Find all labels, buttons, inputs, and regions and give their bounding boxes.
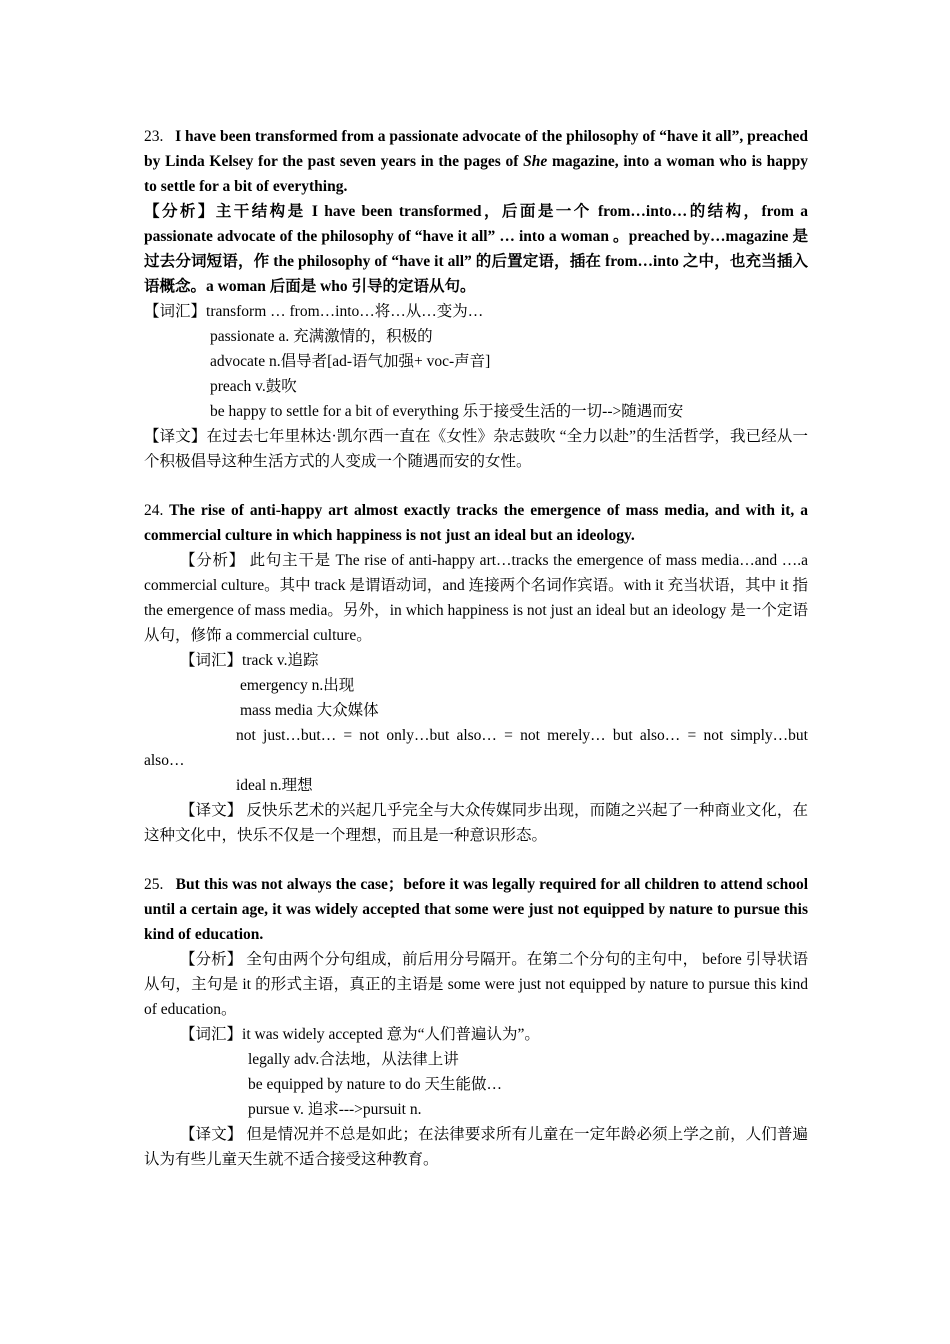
item-23 xyxy=(144,124,808,474)
vocab-line: not just…but… = not only…but also… = not merely… but also… = not simply…but also… xyxy=(144,727,808,769)
vocab-line: be equipped by nature to do 天生能做… xyxy=(248,1076,502,1093)
vocab-line: pursue v. 追求--->pursuit n. xyxy=(248,1101,422,1118)
item-25-translation: 【译文】 但是情况并不总是如此；在法律要求所有儿童在一定年龄必须上学之前，人们普遍认为有些儿童天生就不适合接受这种教育。 xyxy=(144,1126,808,1168)
item-23-translation: 【译文】在过去七年里林达·凯尔西一直在《女性》杂志鼓吹 “全力以赴”的生活哲学，我已经从一个积极倡导这种生活方式的人变成一个随遇而安的女性。 xyxy=(144,428,808,470)
item-23-analysis: 【分析】主干结构是 I have been transformed，后面是一个 from…into…的结构，from a passionate advocate of the philosophy of “have it all” … into a woman 。preached by…magazine 是过去分词短语，作 the philosophy of “have it all” 的后置定语，插在 from…into 之中，也充当插入语概念。a woman 后面是 who 引导的定语从句。 xyxy=(144,203,808,295)
item-23-sentence: 23. I have been transformed from a passionate advocate of the philosophy of “have it all”, preached by Linda Kelsey for the past seven years in the pages of She magazine, into a woman who is happy to settle for a bit of everything. xyxy=(144,128,808,195)
item-24-sentence: 24. The rise of anti-happy art almost exactly tracks the emergence of mass media, and with it, a commercial culture in which happiness is not just an ideal but an ideology. xyxy=(144,502,808,544)
item-25 xyxy=(144,872,808,1172)
item-24-analysis: 【分析】 此句主干是 The rise of anti-happy art…tracks the emergence of mass media…and ….a commercial culture。其中 track 是谓语动词，and 连接两个名词作宾语。with it 充当状语，其中 it 指 the emergence of mass media。另外，in which happiness is not just an ideal but an ideology 是一个定语从句，修饰 a commercial culture。 xyxy=(144,552,808,644)
vocab-line: ideal n.理想 xyxy=(236,777,313,794)
vocab-line: emergency n.出现 xyxy=(240,677,355,694)
vocab-line: legally adv.合法地，从法律上讲 xyxy=(248,1051,459,1068)
item-24-number: 24. xyxy=(144,502,164,519)
item-25-number: 25. xyxy=(144,876,164,893)
vocab-line: advocate n.倡导者[ad-语气加强+ voc-声音] xyxy=(210,353,491,370)
vocab-line: passionate a. 充满激情的，积极的 xyxy=(210,328,433,345)
item-25-analysis: 【分析】 全句由两个分句组成，前后用分号隔开。在第二个分句的主句中， before 引导状语从句，主句是 it 的形式主语，真正的主语是 some were just not equipped by nature to pursue this kind of education。 xyxy=(144,951,808,1018)
item-25-sentence: 25. But this was not always the case；before it was legally required for all children to attend school until a certain age, it was widely accepted that some were just not equipped by nature to pursue this kind of education. xyxy=(144,876,808,943)
item-23-vocab-first: 【词汇】transform … from…into…将…从…变为… xyxy=(144,303,484,320)
document-page xyxy=(144,124,808,1172)
item-25-vocab-first: 【词汇】it was widely accepted 意为“人们普遍认为”。 xyxy=(180,1026,540,1043)
item-24-translation: 【译文】 反快乐艺术的兴起几乎完全与大众传媒同步出现，而随之兴起了一种商业文化，在这种文化中，快乐不仅是一个理想，而且是一种意识形态。 xyxy=(144,802,808,844)
vocab-line: preach v.鼓吹 xyxy=(210,378,297,395)
vocab-line: mass media 大众媒体 xyxy=(240,702,379,719)
item-23-number: 23. xyxy=(144,128,164,145)
item-24 xyxy=(144,498,808,848)
vocab-line: be happy to settle for a bit of everything 乐于接受生活的一切-->随遇而安 xyxy=(210,403,684,420)
item-24-vocab-first: 【词汇】track v.追踪 xyxy=(180,652,319,669)
